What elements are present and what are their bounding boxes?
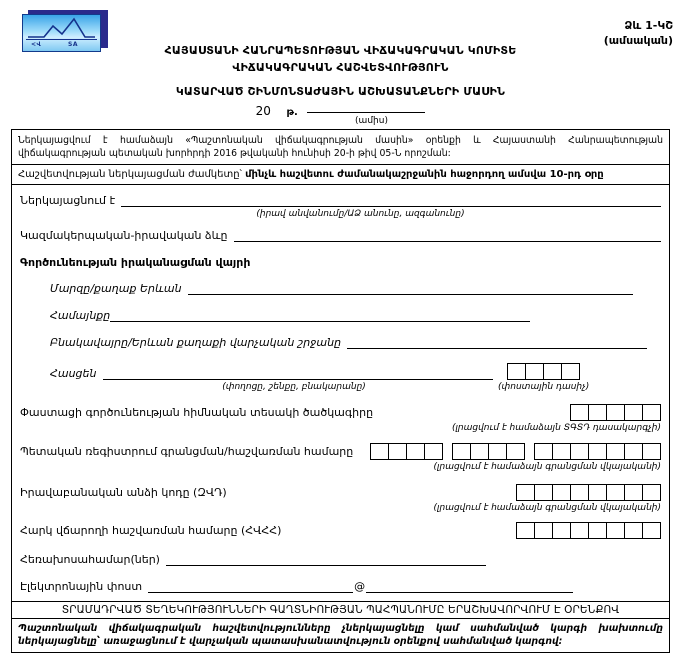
deadline-row [12,165,669,185]
email-at-symbol: @ [354,580,366,593]
state-reg-box[interactable] [624,443,643,460]
state-reg-group-1[interactable] [370,443,443,460]
state-reg-group-2[interactable] [452,443,525,460]
state-reg-group-3[interactable] [534,443,661,460]
taxpayer-box[interactable] [606,522,625,539]
legal-form-label: Կազմակերպական-իրավական ձևը [20,229,228,242]
settlement-row [50,336,661,349]
taxpayer-boxes[interactable] [516,522,661,539]
entity-code-box[interactable] [642,484,661,501]
legal-form-row [20,229,661,242]
taxpayer-label: Հարկ վճարողի հաշվառման համարը (ՀՎՀՀ) [20,524,282,537]
postal-box[interactable] [525,363,544,380]
state-reg-box[interactable] [588,443,607,460]
month-input-line[interactable] [307,101,425,113]
phone-input[interactable] [166,553,486,566]
postal-caption: (փոստային դասիչ) [498,382,590,392]
region-input[interactable] [188,282,633,295]
entity-code-box[interactable] [624,484,643,501]
legal-form-input[interactable] [234,229,662,242]
year-prefix: 20 [255,104,271,118]
taxpayer-box[interactable] [570,522,589,539]
month-caption: (ամիս) [355,116,388,126]
postal-code-boxes[interactable] [507,363,580,380]
penalty-warning: Պաշտոնական վիճակագրական հաշվետվությունները չներկայացնելը կամ սահմանված կարգի խախտումը ներկայացնելը՝ առաջացնում է վարչական պատասխանատվություն օրենքով սահմանված կարգով: [18,623,663,647]
form-header [0,0,681,126]
state-reg-row [20,443,661,460]
postal-box[interactable] [543,363,562,380]
activity-code-boxes[interactable] [570,404,661,421]
phone-label: Հեռախոսահամար(ներ) [20,553,160,566]
address-caption: (փողոցը, շենքը, բնակարանը) [222,382,366,392]
activity-code-caption: (լրացվում է համաձայն ՏԳՏԴ դասակարգչի) [451,423,661,433]
state-reg-box[interactable] [406,443,425,460]
state-reg-box[interactable] [570,443,589,460]
address-row [50,363,661,380]
state-reg-box[interactable] [424,443,443,460]
entity-code-box[interactable] [534,484,553,501]
entity-code-caption: (լրացվում է համաձայն գրանցման վկայականի) [433,503,661,513]
deadline-label: Հաշվետվության ներկայացման ժամկետը՝ [18,169,246,180]
taxpayer-row [20,522,661,539]
taxpayer-box[interactable] [552,522,571,539]
taxpayer-box[interactable] [642,522,661,539]
email-label: Էլեկտրոնային փոստ [20,580,143,593]
entity-code-box[interactable] [606,484,625,501]
address-input[interactable] [103,367,493,380]
entity-code-row [20,484,661,501]
activity-address-heading: Գործունեության իրականացման վայրի [20,256,251,269]
state-reg-label: Պետական ռեգիստրում գրանցման/հաշվառման համարը [20,445,354,458]
taxpayer-box[interactable] [534,522,553,539]
confidentiality-notice: ՏՐԱՄԱԴՐՎԱԾ ՏԵՂԵԿՈՒԹՅՈՒՆՆԵՐԻ ԳԱՂՏՆԻՈՒԹՅԱՆ ՊԱՀՊԱՆՈՒՄԸ ԵՐԱՇԽԱՎՈՐՎՈՒՄ Է ՕՐԵՆՔՈՎ [12,601,669,619]
entity-code-box[interactable] [552,484,571,501]
community-row [50,309,661,322]
region-label: Մարզը/քաղաք Երևան [50,282,182,295]
state-reg-box[interactable] [552,443,571,460]
logo-label-right: SA [68,41,78,48]
entity-code-box[interactable] [570,484,589,501]
phone-row [20,553,661,566]
deadline-value: մինչև հաշվետու ժամանակաշրջանին հաջորդող ամսվա 10-րդ օրը [245,169,604,180]
form-code-line1: Ձև 1-ԿՇ [624,19,673,32]
year-suffix: թ. [286,107,298,118]
form-frame [11,129,670,653]
entity-code-box[interactable] [516,484,535,501]
taxpayer-box[interactable] [588,522,607,539]
state-reg-box[interactable] [534,443,553,460]
submitted-by-row [20,194,661,207]
organization-title [0,42,681,76]
state-reg-box[interactable] [606,443,625,460]
activity-code-row [20,404,661,421]
community-input[interactable] [110,309,530,322]
state-reg-box[interactable] [370,443,389,460]
org-title-line2: ՎԻՃԱԿԱԳՐԱԿԱՆ ՀԱՇՎԵՏՎՈՒԹՅՈՒՆ [232,61,449,74]
community-label: Համայնքը [50,309,111,322]
state-reg-box[interactable] [488,443,507,460]
state-reg-box[interactable] [506,443,525,460]
entity-code-boxes[interactable] [516,484,661,501]
state-reg-box[interactable] [388,443,407,460]
postal-box[interactable] [561,363,580,380]
activity-code-box[interactable] [642,404,661,421]
submitted-by-caption: (իրավ անվանումը/ԱՁ անունը, ազգանունը) [256,209,465,219]
form-code-line2: (ամսական) [603,34,673,47]
entity-code-label: Իրավաբանական անձի կոդը (ԶՎԴ) [20,486,227,499]
legal-basis-text: Ներկայացվում է համաձայն «Պաշտոնական վիճակագրության մասին» օրենքի և Հայաստանի Հանրապետության վիճակագրության պետական խորհրդի 2016 թվականի հունիսի 20-ի թիվ 05-Ն որոշման: [12,130,669,165]
state-reg-box[interactable] [452,443,471,460]
settlement-input[interactable] [347,336,647,349]
state-reg-box[interactable] [470,443,489,460]
activity-code-box[interactable] [624,404,643,421]
activity-code-box[interactable] [588,404,607,421]
email-domain-input[interactable] [366,580,573,593]
taxpayer-box[interactable] [516,522,535,539]
settlement-label: Բնակավայրը/Երևան քաղաքի վարչական շրջանը [50,336,342,349]
address-captions-row [50,382,661,392]
taxpayer-box[interactable] [624,522,643,539]
email-local-input[interactable] [148,580,353,593]
activity-code-label: Փաստացի գործունեության հիմնական տեսակի ծածկագիրը [20,406,374,419]
org-title-line1: ՀԱՅԱՍՏԱՆԻ ՀԱՆՐԱՊԵՏՈՒԹՅԱՆ ՎԻՃԱԿԱԳՐԱԿԱՆ ԿՈՄԻՏԵ [164,44,517,57]
email-row [20,580,661,593]
submitted-by-input[interactable] [121,194,661,207]
logo-label-left: <Վ [31,41,42,48]
document-title: ԿԱՏԱՐՎԱԾ ՇԻՆՄՈՆՏԱԺԱՅԻՆ ԱՇԽԱՏԱՆՔՆԵՐԻ ՄԱՍԻՆ [175,85,506,98]
region-row [50,282,661,295]
submitted-by-label: Ներկայացնում է [20,194,116,207]
state-reg-caption: (լրացվում է համաձայն գրանցման վկայականի) [433,462,661,472]
month-caption-row [0,116,681,126]
address-label: Հասցեն [50,367,97,380]
activity-code-box[interactable] [606,404,625,421]
entity-code-box[interactable] [588,484,607,501]
form-body [12,194,669,593]
postal-box[interactable] [507,363,526,380]
activity-code-box[interactable] [570,404,589,421]
state-reg-box[interactable] [642,443,661,460]
